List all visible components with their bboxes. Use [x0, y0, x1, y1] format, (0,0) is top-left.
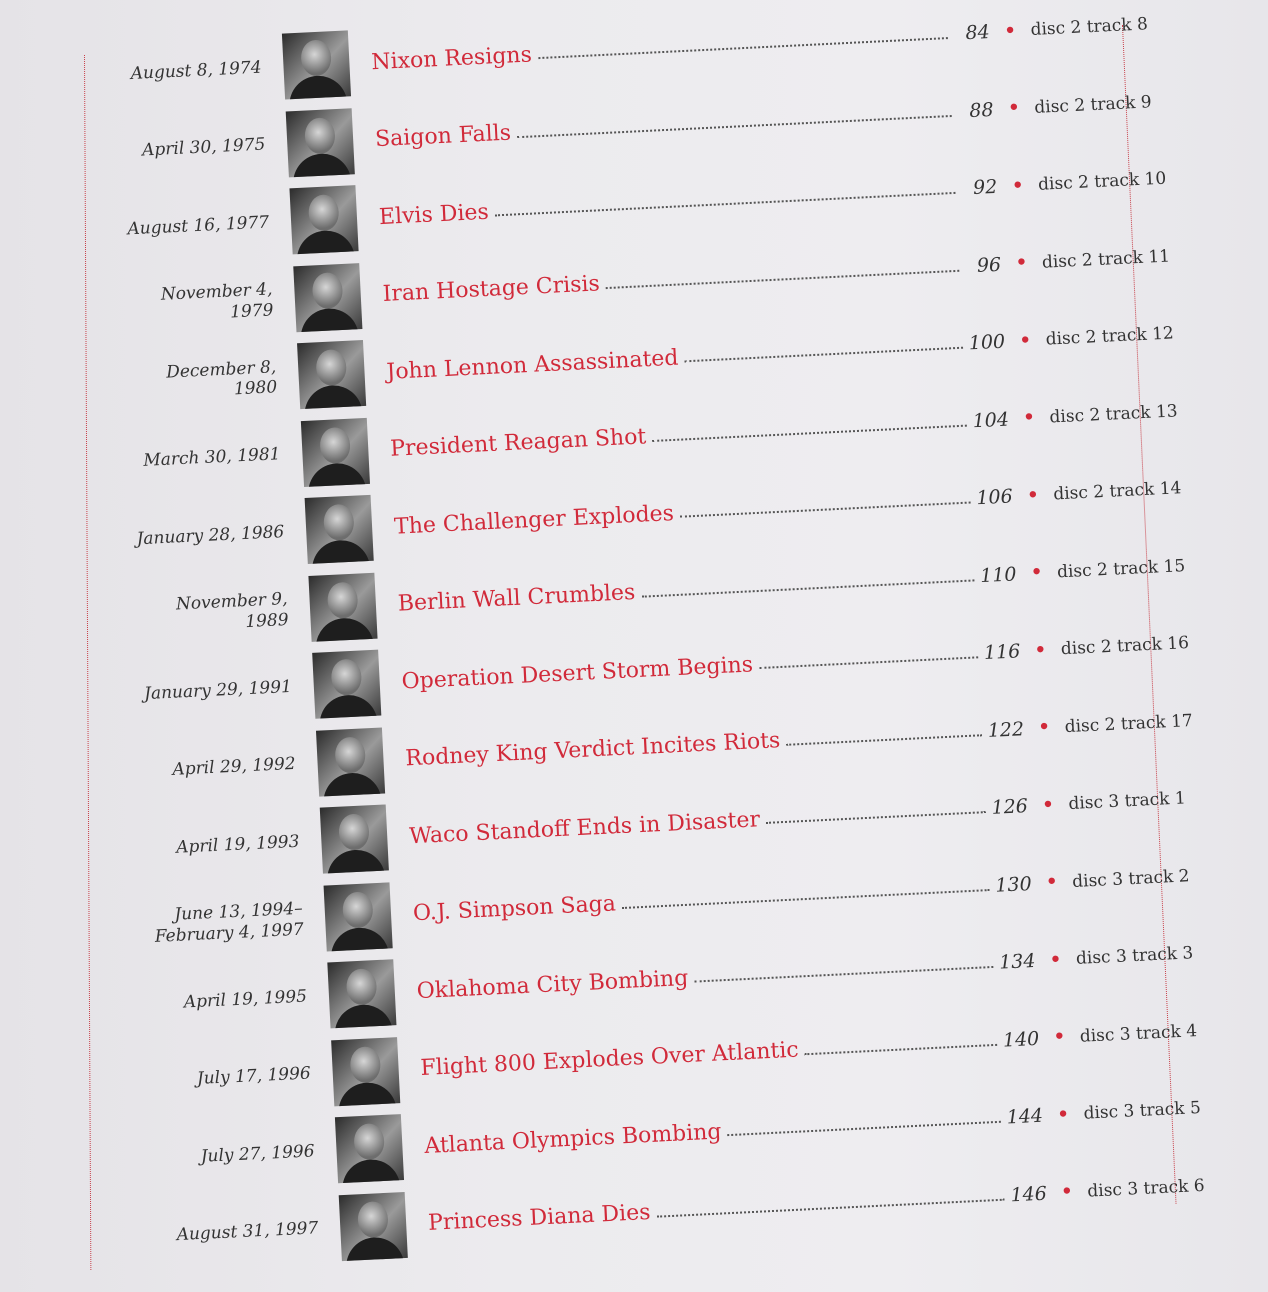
event-date: August 8, 1974: [130, 57, 263, 84]
bullet-separator: •: [1059, 1179, 1075, 1205]
event-title: Elvis Dies: [378, 199, 490, 230]
event-date: April 30, 1975: [141, 134, 266, 161]
dot-leader: [538, 37, 948, 59]
event-title: Iran Hostage Crisis: [382, 271, 601, 307]
bullet-separator: •: [1037, 714, 1052, 741]
bullet-separator: •: [1010, 173, 1025, 199]
page-number: 110: [979, 562, 1017, 587]
diana-photo: [339, 1191, 408, 1260]
event-date: August 31, 1997: [176, 1218, 319, 1246]
elvis-photo: [289, 185, 358, 254]
rodney-king-photo: [316, 727, 385, 796]
page-number: 146: [1009, 1182, 1048, 1206]
bullet-separator: •: [1021, 405, 1037, 431]
disc-track: disc 2 track 11: [1041, 245, 1171, 273]
page-number: 100: [968, 330, 1006, 355]
event-title: Flight 800 Explodes Over Atlantic: [420, 1037, 800, 1082]
event-title: Saigon Falls: [374, 120, 512, 153]
event-title: President Reagan Shot: [389, 424, 647, 462]
event-date: July 17, 1996: [196, 1063, 312, 1090]
disc-track: disc 3 track 4: [1079, 1020, 1198, 1047]
bullet-separator: •: [1056, 1101, 1071, 1128]
dot-leader: [495, 192, 956, 217]
event-date: March 30, 1981: [142, 444, 281, 472]
event-title: Atlanta Olympics Bombing: [423, 1118, 723, 1159]
disc-track: disc 2 track 8: [1030, 14, 1149, 41]
disc-track: disc 2 track 9: [1033, 91, 1153, 118]
page-number: 134: [998, 949, 1036, 974]
event-date: December 8, 1980: [165, 356, 278, 400]
disc-track: disc 2 track 17: [1064, 710, 1194, 737]
disc-track: disc 3 track 6: [1086, 1175, 1206, 1202]
event-date: April 19, 1993: [175, 831, 300, 858]
dot-leader: [759, 656, 978, 669]
disc-track: disc 3 track 1: [1067, 788, 1187, 815]
page-number: 116: [983, 640, 1021, 665]
event-date: June 13, 1994– February 4, 1997: [154, 898, 305, 947]
dot-leader: [641, 579, 974, 597]
event-title: Nixon Resigns: [370, 41, 533, 75]
disc-track: disc 2 track 13: [1049, 400, 1179, 428]
page-number: 126: [991, 795, 1029, 819]
page-number: 92: [972, 175, 998, 200]
event-date: April 29, 1992: [171, 754, 297, 781]
bullet-separator: •: [1052, 1024, 1067, 1051]
reagan-photo: [301, 417, 370, 486]
bullet-separator: •: [1014, 250, 1029, 277]
disc-track: disc 2 track 16: [1060, 633, 1190, 660]
disc-track: disc 2 track 14: [1052, 478, 1182, 505]
event-title: The Challenger Explodes: [393, 500, 675, 540]
dot-leader: [657, 1198, 1005, 1217]
bullet-separator: •: [1033, 637, 1048, 664]
disc-track: disc 3 track 5: [1083, 1098, 1202, 1124]
waco-photo: [320, 804, 389, 873]
atlanta-photo: [335, 1114, 404, 1183]
page-number: 96: [976, 253, 1002, 277]
page-number: 104: [972, 408, 1010, 432]
event-title: Waco Standoff Ends in Disaster: [408, 806, 761, 849]
event-date: August 16, 1977: [127, 212, 270, 240]
event-date: January 28, 1986: [136, 521, 285, 550]
event-title: Princess Diana Dies: [427, 1200, 652, 1236]
berlin-wall-photo: [308, 572, 377, 641]
simpson-photo: [324, 882, 393, 951]
dot-leader: [652, 424, 967, 441]
dot-leader: [805, 1043, 997, 1054]
page-number: 140: [1002, 1027, 1040, 1052]
dot-leader: [786, 734, 982, 746]
event-title: Oklahoma City Bombing: [416, 965, 689, 1004]
saigon-photo: [286, 108, 355, 177]
page-number: 88: [968, 98, 994, 122]
disc-track: disc 2 track 12: [1045, 323, 1175, 350]
disc-track: disc 3 track 3: [1075, 943, 1194, 969]
event-title: O.J. Simpson Saga: [412, 891, 617, 927]
page-number: 130: [994, 872, 1033, 897]
disc-track: disc 3 track 2: [1071, 865, 1190, 892]
dot-leader: [680, 502, 971, 518]
event-title: John Lennon Assassinated: [385, 345, 680, 385]
bullet-separator: •: [1040, 792, 1056, 818]
bullet-separator: •: [1006, 95, 1022, 122]
dot-leader: [685, 347, 964, 363]
event-title: Berlin Wall Crumbles: [397, 580, 636, 617]
disc-track: disc 2 track 10: [1037, 168, 1167, 195]
event-date: July 27, 1996: [200, 1141, 316, 1167]
desert-storm-photo: [312, 650, 381, 719]
lennon-photo: [297, 340, 366, 409]
challenger-photo: [305, 495, 374, 564]
dot-leader: [622, 889, 990, 909]
bullet-separator: •: [1044, 869, 1059, 896]
dot-leader: [517, 114, 952, 137]
oklahoma-photo: [327, 959, 396, 1028]
page-number: 106: [975, 485, 1014, 510]
bullet-separator: •: [1048, 947, 1063, 973]
iran-hostage-photo: [293, 263, 362, 332]
event-date: April 19, 1995: [183, 986, 308, 1013]
event-title: Operation Desert Storm Begins: [401, 651, 754, 695]
page-number: 84: [964, 21, 991, 45]
disc-track: disc 2 track 15: [1056, 555, 1186, 582]
dot-leader: [694, 966, 993, 983]
page-number: 122: [987, 717, 1025, 742]
event-date: January 29, 1991: [143, 676, 293, 704]
bullet-separator: •: [1018, 327, 1033, 354]
contents-list: [110, 0, 1206, 1246]
bullet-separator: •: [1025, 482, 1040, 509]
bullet-separator: •: [1029, 560, 1044, 586]
event-date: November 4, 1979: [160, 279, 274, 322]
page-number: 144: [1006, 1104, 1044, 1129]
flight-800-photo: [331, 1037, 400, 1106]
dot-leader: [606, 269, 959, 288]
nixon-photo: [282, 30, 351, 99]
dot-leader: [728, 1121, 1001, 1136]
left-dotted-rule: [84, 55, 91, 1270]
bullet-separator: •: [1003, 18, 1018, 44]
dot-leader: [766, 811, 986, 824]
event-title: Rodney King Verdict Incites Riots: [404, 728, 781, 772]
event-date: November 9, 1989: [175, 589, 290, 632]
